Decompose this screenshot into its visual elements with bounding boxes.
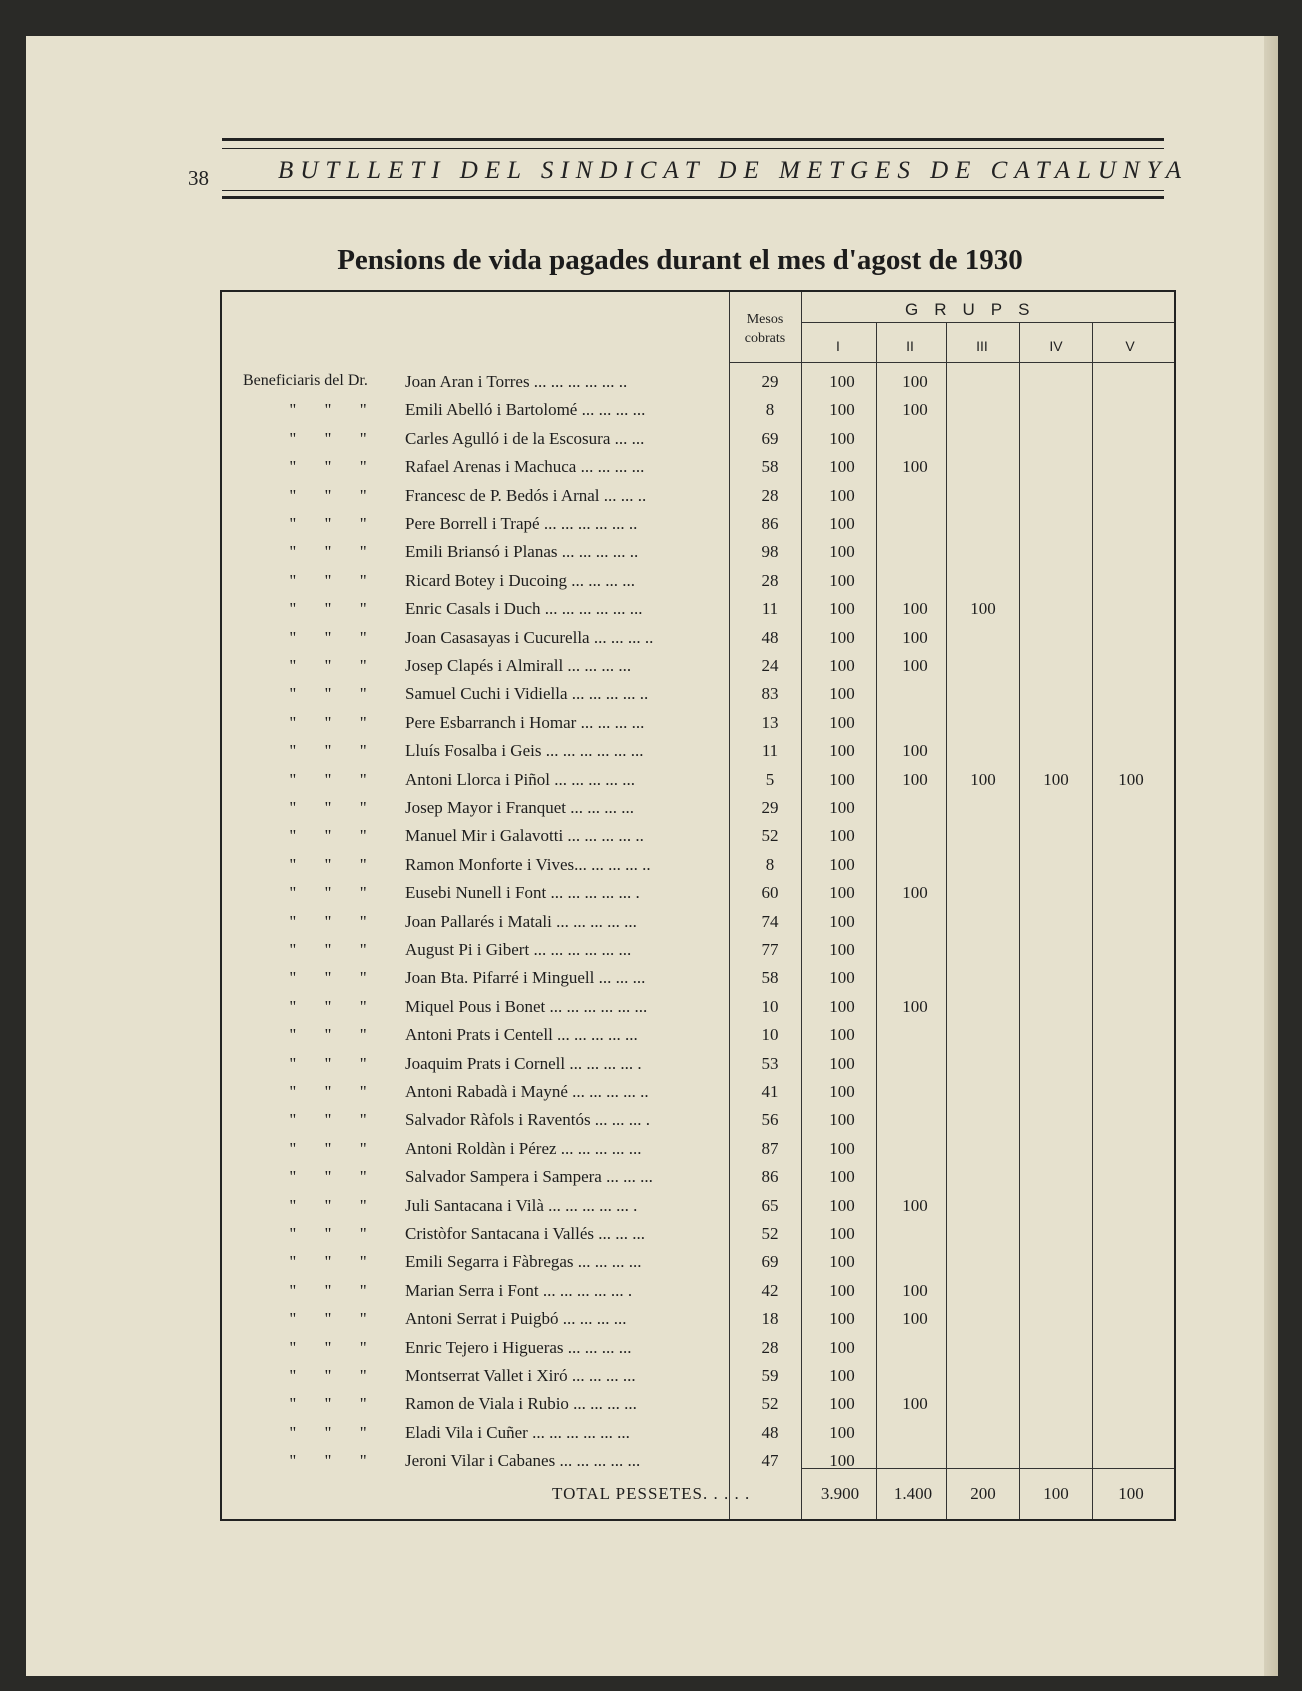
group-1-value: 100 xyxy=(829,429,855,448)
ditto-marks: " " " xyxy=(289,1025,367,1044)
table-row xyxy=(0,770,1302,797)
table-row xyxy=(0,656,1302,683)
grups-rule xyxy=(801,322,1174,323)
ditto-marks: " " " xyxy=(289,1167,367,1186)
table-row xyxy=(0,741,1302,768)
group-1-value: 100 xyxy=(829,684,855,703)
group-1-value: 100 xyxy=(829,855,855,874)
total-group-4: 100 xyxy=(1043,1484,1069,1503)
months-paid: 48 xyxy=(761,628,779,647)
beneficiary-name: Josep Mayor i Franquet ... ... ... ... xyxy=(405,798,635,817)
ditto-marks: " " " xyxy=(289,1252,367,1271)
group-1-value: 100 xyxy=(829,400,855,419)
total-group-5: 100 xyxy=(1118,1484,1144,1503)
months-paid: 13 xyxy=(761,713,779,732)
beneficiary-name: Joan Aran i Torres ... ... ... ... ... .. xyxy=(405,372,628,391)
group-2-value: 100 xyxy=(902,1394,928,1413)
beneficiary-name: Rafael Arenas i Machuca ... ... ... ... xyxy=(405,457,645,476)
beneficiary-name: Joan Bta. Pifarré i Minguell ... ... ... xyxy=(405,968,646,987)
ditto-marks: " " " xyxy=(289,1139,367,1158)
header-grups: GRUPS xyxy=(905,300,1046,319)
months-paid: 10 xyxy=(761,1025,779,1044)
header-group-1: I xyxy=(836,338,840,354)
group-3-value: 100 xyxy=(970,599,996,618)
group-2-value: 100 xyxy=(902,883,928,902)
months-paid: 53 xyxy=(761,1054,779,1073)
header-mesos-cobrats: Mesos cobrats xyxy=(744,312,786,346)
months-paid: 87 xyxy=(761,1139,779,1158)
table-row xyxy=(0,514,1302,541)
months-paid: 52 xyxy=(761,826,779,845)
months-paid: 42 xyxy=(761,1281,779,1300)
group-2-value: 100 xyxy=(902,457,928,476)
group-2-value: 100 xyxy=(902,400,928,419)
group-1-value: 100 xyxy=(829,770,855,789)
beneficiary-name: Ramon Monforte i Vives... ... ... ... .. xyxy=(405,855,651,874)
group-4-value: 100 xyxy=(1043,770,1069,789)
beneficiary-name: Emili Briansó i Planas ... ... ... ... .. xyxy=(405,542,639,561)
ditto-marks: " " " xyxy=(289,514,367,533)
ditto-marks: " " " xyxy=(289,1196,367,1215)
table-row xyxy=(0,855,1302,882)
table-row xyxy=(0,457,1302,484)
beneficiary-name: Emili Segarra i Fàbregas ... ... ... ... xyxy=(405,1252,642,1271)
ditto-marks: " " " xyxy=(289,912,367,931)
beneficiary-name: Pere Esbarranch i Homar ... ... ... ... xyxy=(405,713,645,732)
months-paid: 29 xyxy=(761,372,779,391)
table-row xyxy=(0,628,1302,655)
months-paid: 18 xyxy=(761,1309,779,1328)
months-paid: 48 xyxy=(761,1423,779,1442)
table-row xyxy=(0,1252,1302,1279)
header-rule-top-thin xyxy=(222,148,1164,149)
months-paid: 83 xyxy=(761,684,779,703)
group-1-value: 100 xyxy=(829,826,855,845)
group-2-value: 100 xyxy=(902,997,928,1016)
beneficiary-name: Jeroni Vilar i Cabanes ... ... ... ... ... xyxy=(405,1451,641,1470)
table-row xyxy=(0,1451,1302,1478)
months-paid: 69 xyxy=(761,429,779,448)
table-row xyxy=(0,1309,1302,1336)
table-row xyxy=(0,599,1302,626)
ditto-marks: " " " xyxy=(289,542,367,561)
beneficiary-name: Antoni Rabadà i Mayné ... ... ... ... .. xyxy=(405,1082,649,1101)
months-paid: 60 xyxy=(761,883,779,902)
beneficiary-name: Antoni Prats i Centell ... ... ... ... ... xyxy=(405,1025,638,1044)
row-prefix: Beneficiaris del Dr. xyxy=(243,372,368,389)
beneficiary-name: Ramon de Viala i Rubio ... ... ... ... xyxy=(405,1394,637,1413)
months-paid: 65 xyxy=(761,1196,779,1215)
months-paid: 41 xyxy=(761,1082,779,1101)
months-paid: 8 xyxy=(765,400,775,419)
group-3-value: 100 xyxy=(970,770,996,789)
ditto-marks: " " " xyxy=(289,486,367,505)
header-rule-bottom xyxy=(222,196,1164,199)
table-row xyxy=(0,1338,1302,1365)
group-1-value: 100 xyxy=(829,713,855,732)
months-paid: 58 xyxy=(761,968,779,987)
beneficiary-name: Pere Borrell i Trapé ... ... ... ... ... .. xyxy=(405,514,638,533)
group-1-value: 100 xyxy=(829,1082,855,1101)
total-group-3: 200 xyxy=(970,1484,996,1503)
group-1-value: 100 xyxy=(829,542,855,561)
table-row xyxy=(0,372,1302,399)
header-bottom-rule xyxy=(729,362,1174,363)
months-paid: 28 xyxy=(761,486,779,505)
beneficiary-name: Marian Serra i Font ... ... ... ... ... . xyxy=(405,1281,633,1300)
group-1-value: 100 xyxy=(829,656,855,675)
beneficiary-name: Cristòfor Santacana i Vallés ... ... ... xyxy=(405,1224,646,1243)
ditto-marks: " " " xyxy=(289,656,367,675)
months-paid: 98 xyxy=(761,542,779,561)
total-group-2: 1.400 xyxy=(893,1484,933,1503)
beneficiary-name: Antoni Serrat i Puigbó ... ... ... ... xyxy=(405,1309,627,1328)
group-2-value: 100 xyxy=(902,1309,928,1328)
group-1-value: 100 xyxy=(829,571,855,590)
beneficiary-name: Joaquim Prats i Cornell ... ... ... ... . xyxy=(405,1054,642,1073)
group-1-value: 100 xyxy=(829,372,855,391)
group-1-value: 100 xyxy=(829,1025,855,1044)
page-number: 38 xyxy=(188,166,209,190)
group-1-value: 100 xyxy=(829,1196,855,1215)
beneficiary-name: Joan Pallarés i Matali ... ... ... ... ... xyxy=(405,912,637,931)
ditto-marks: " " " xyxy=(289,855,367,874)
table-row xyxy=(0,1025,1302,1052)
beneficiary-name: Ricard Botey i Ducoing ... ... ... ... xyxy=(405,571,635,590)
group-2-value: 100 xyxy=(902,741,928,760)
ditto-marks: " " " xyxy=(289,429,367,448)
running-head: BUTLLETI DEL SINDICAT DE METGES DE CATALUNYA xyxy=(278,157,1189,184)
group-1-value: 100 xyxy=(829,912,855,931)
ditto-marks: " " " xyxy=(289,1394,367,1413)
beneficiary-name: Francesc de P. Bedós i Arnal ... ... .. xyxy=(405,486,647,505)
table-row xyxy=(0,1054,1302,1081)
group-2-value: 100 xyxy=(902,1196,928,1215)
beneficiary-name: Enric Casals i Duch ... ... ... ... ... ... xyxy=(405,599,643,618)
table-row xyxy=(0,1224,1302,1251)
group-2-value: 100 xyxy=(902,770,928,789)
months-paid: 24 xyxy=(761,656,779,675)
beneficiary-name: Josep Clapés i Almirall ... ... ... ... xyxy=(405,656,632,675)
months-paid: 59 xyxy=(761,1366,779,1385)
months-paid: 86 xyxy=(761,514,779,533)
beneficiary-name: Antoni Llorca i Piñol ... ... ... ... ... xyxy=(405,770,635,789)
group-1-value: 100 xyxy=(829,1054,855,1073)
group-1-value: 100 xyxy=(829,883,855,902)
beneficiary-name: Miquel Pous i Bonet ... ... ... ... ... ... xyxy=(405,997,648,1016)
ditto-marks: " " " xyxy=(289,1338,367,1357)
months-paid: 11 xyxy=(761,599,779,618)
table-row xyxy=(0,883,1302,910)
table-row xyxy=(0,798,1302,825)
ditto-marks: " " " xyxy=(289,997,367,1016)
group-1-value: 100 xyxy=(829,1423,855,1442)
ditto-marks: " " " xyxy=(289,684,367,703)
table-row xyxy=(0,684,1302,711)
table-row xyxy=(0,1196,1302,1223)
ditto-marks: " " " xyxy=(289,628,367,647)
group-1-value: 100 xyxy=(829,1309,855,1328)
group-1-value: 100 xyxy=(829,798,855,817)
ditto-marks: " " " xyxy=(289,1224,367,1243)
table-row xyxy=(0,1281,1302,1308)
table-row xyxy=(0,400,1302,427)
group-1-value: 100 xyxy=(829,599,855,618)
ditto-marks: " " " xyxy=(289,798,367,817)
months-paid: 47 xyxy=(761,1451,779,1470)
beneficiary-name: Eladi Vila i Cuñer ... ... ... ... ... ... xyxy=(405,1423,630,1442)
header-group-4: IV xyxy=(1049,338,1063,354)
group-1-value: 100 xyxy=(829,741,855,760)
group-2-value: 100 xyxy=(902,599,928,618)
beneficiary-name: Antoni Roldàn i Pérez ... ... ... ... ... xyxy=(405,1139,642,1158)
months-paid: 28 xyxy=(761,571,779,590)
header-rule-top xyxy=(222,138,1164,141)
beneficiary-name: August Pi i Gibert ... ... ... ... ... ... xyxy=(405,940,632,959)
header-rule-bottom-thin xyxy=(222,190,1164,191)
beneficiary-name: Joan Casasayas i Cucurella ... ... ... .. xyxy=(405,628,654,647)
table-row xyxy=(0,542,1302,569)
group-2-value: 100 xyxy=(902,656,928,675)
group-2-value: 100 xyxy=(902,628,928,647)
table-row xyxy=(0,912,1302,939)
group-1-value: 100 xyxy=(829,514,855,533)
ditto-marks: " " " xyxy=(289,741,367,760)
months-paid: 11 xyxy=(761,741,779,760)
months-paid: 29 xyxy=(761,798,779,817)
total-group-1: 3.900 xyxy=(820,1484,860,1503)
months-paid: 52 xyxy=(761,1224,779,1243)
group-1-value: 100 xyxy=(829,1252,855,1271)
ditto-marks: " " " xyxy=(289,1451,367,1470)
beneficiary-name: Salvador Ràfols i Raventós ... ... ... . xyxy=(405,1110,651,1129)
months-paid: 74 xyxy=(761,912,779,931)
months-paid: 77 xyxy=(761,940,779,959)
group-1-value: 100 xyxy=(829,1338,855,1357)
ditto-marks: " " " xyxy=(289,1054,367,1073)
table-row xyxy=(0,571,1302,598)
group-1-value: 100 xyxy=(829,940,855,959)
ditto-marks: " " " xyxy=(289,457,367,476)
beneficiary-name: Juli Santacana i Vilà ... ... ... ... ... . xyxy=(405,1196,638,1215)
ditto-marks: " " " xyxy=(289,400,367,419)
group-2-value: 100 xyxy=(902,372,928,391)
beneficiary-name: Manuel Mir i Galavotti ... ... ... ... .. xyxy=(405,826,644,845)
ditto-marks: " " " xyxy=(289,883,367,902)
group-1-value: 100 xyxy=(829,997,855,1016)
group-1-value: 100 xyxy=(829,1110,855,1129)
group-1-value: 100 xyxy=(829,968,855,987)
months-paid: 10 xyxy=(761,997,779,1016)
total-label: TOTAL PESSETES. . . . . xyxy=(552,1484,751,1503)
beneficiary-name: Carles Agulló i de la Escosura ... ... xyxy=(405,429,645,448)
months-paid: 52 xyxy=(761,1394,779,1413)
ditto-marks: " " " xyxy=(289,713,367,732)
header-group-5: V xyxy=(1125,338,1135,354)
table-row xyxy=(0,429,1302,456)
group-1-value: 100 xyxy=(829,1366,855,1385)
group-1-value: 100 xyxy=(829,1139,855,1158)
group-1-value: 100 xyxy=(829,628,855,647)
months-paid: 28 xyxy=(761,1338,779,1357)
ditto-marks: " " " xyxy=(289,826,367,845)
table-row xyxy=(0,1082,1302,1109)
table-row xyxy=(0,1394,1302,1421)
beneficiary-name: Emili Abelló i Bartolomé ... ... ... ... xyxy=(405,400,646,419)
months-paid: 5 xyxy=(765,770,775,789)
group-1-value: 100 xyxy=(829,457,855,476)
group-1-value: 100 xyxy=(829,1224,855,1243)
months-paid: 8 xyxy=(765,855,775,874)
table-row xyxy=(0,486,1302,513)
ditto-marks: " " " xyxy=(289,1366,367,1385)
table-row xyxy=(0,1423,1302,1450)
table-row xyxy=(0,1366,1302,1393)
group-1-value: 100 xyxy=(829,1451,855,1470)
ditto-marks: " " " xyxy=(289,968,367,987)
group-2-value: 100 xyxy=(902,1281,928,1300)
ditto-marks: " " " xyxy=(289,1110,367,1129)
group-1-value: 100 xyxy=(829,486,855,505)
ditto-marks: " " " xyxy=(289,770,367,789)
group-1-value: 100 xyxy=(829,1281,855,1300)
beneficiary-name: Samuel Cuchi i Vidiella ... ... ... ... .. xyxy=(405,684,649,703)
table-row xyxy=(0,1110,1302,1137)
months-paid: 58 xyxy=(761,457,779,476)
months-paid: 56 xyxy=(761,1110,779,1129)
ditto-marks: " " " xyxy=(289,940,367,959)
beneficiary-name: Enric Tejero i Higueras ... ... ... ... xyxy=(405,1338,632,1357)
group-1-value: 100 xyxy=(829,1394,855,1413)
table-row xyxy=(0,713,1302,740)
table-row xyxy=(0,968,1302,995)
beneficiary-name: Eusebi Nunell i Font ... ... ... ... ... . xyxy=(405,883,640,902)
page-title: Pensions de vida pagades durant el mes d'agost de 1930 xyxy=(337,244,1023,276)
table-row xyxy=(0,1139,1302,1166)
ditto-marks: " " " xyxy=(289,1281,367,1300)
ditto-marks: " " " xyxy=(289,571,367,590)
header-group-2: II xyxy=(906,338,914,354)
table-row xyxy=(0,997,1302,1024)
ditto-marks: " " " xyxy=(289,599,367,618)
header-group-3: III xyxy=(976,338,988,354)
beneficiary-name: Salvador Sampera i Sampera ... ... ... xyxy=(405,1167,653,1186)
ditto-marks: " " " xyxy=(289,1309,367,1328)
table-row xyxy=(0,826,1302,853)
beneficiary-name: Montserrat Vallet i Xiró ... ... ... ... xyxy=(405,1366,636,1385)
ditto-marks: " " " xyxy=(289,1423,367,1442)
group-5-value: 100 xyxy=(1118,770,1144,789)
months-paid: 69 xyxy=(761,1252,779,1271)
group-1-value: 100 xyxy=(829,1167,855,1186)
ditto-marks: " " " xyxy=(289,1082,367,1101)
months-paid: 86 xyxy=(761,1167,779,1186)
beneficiary-name: Lluís Fosalba i Geis ... ... ... ... ... ... xyxy=(405,741,644,760)
table-row xyxy=(0,1167,1302,1194)
table-row xyxy=(0,940,1302,967)
